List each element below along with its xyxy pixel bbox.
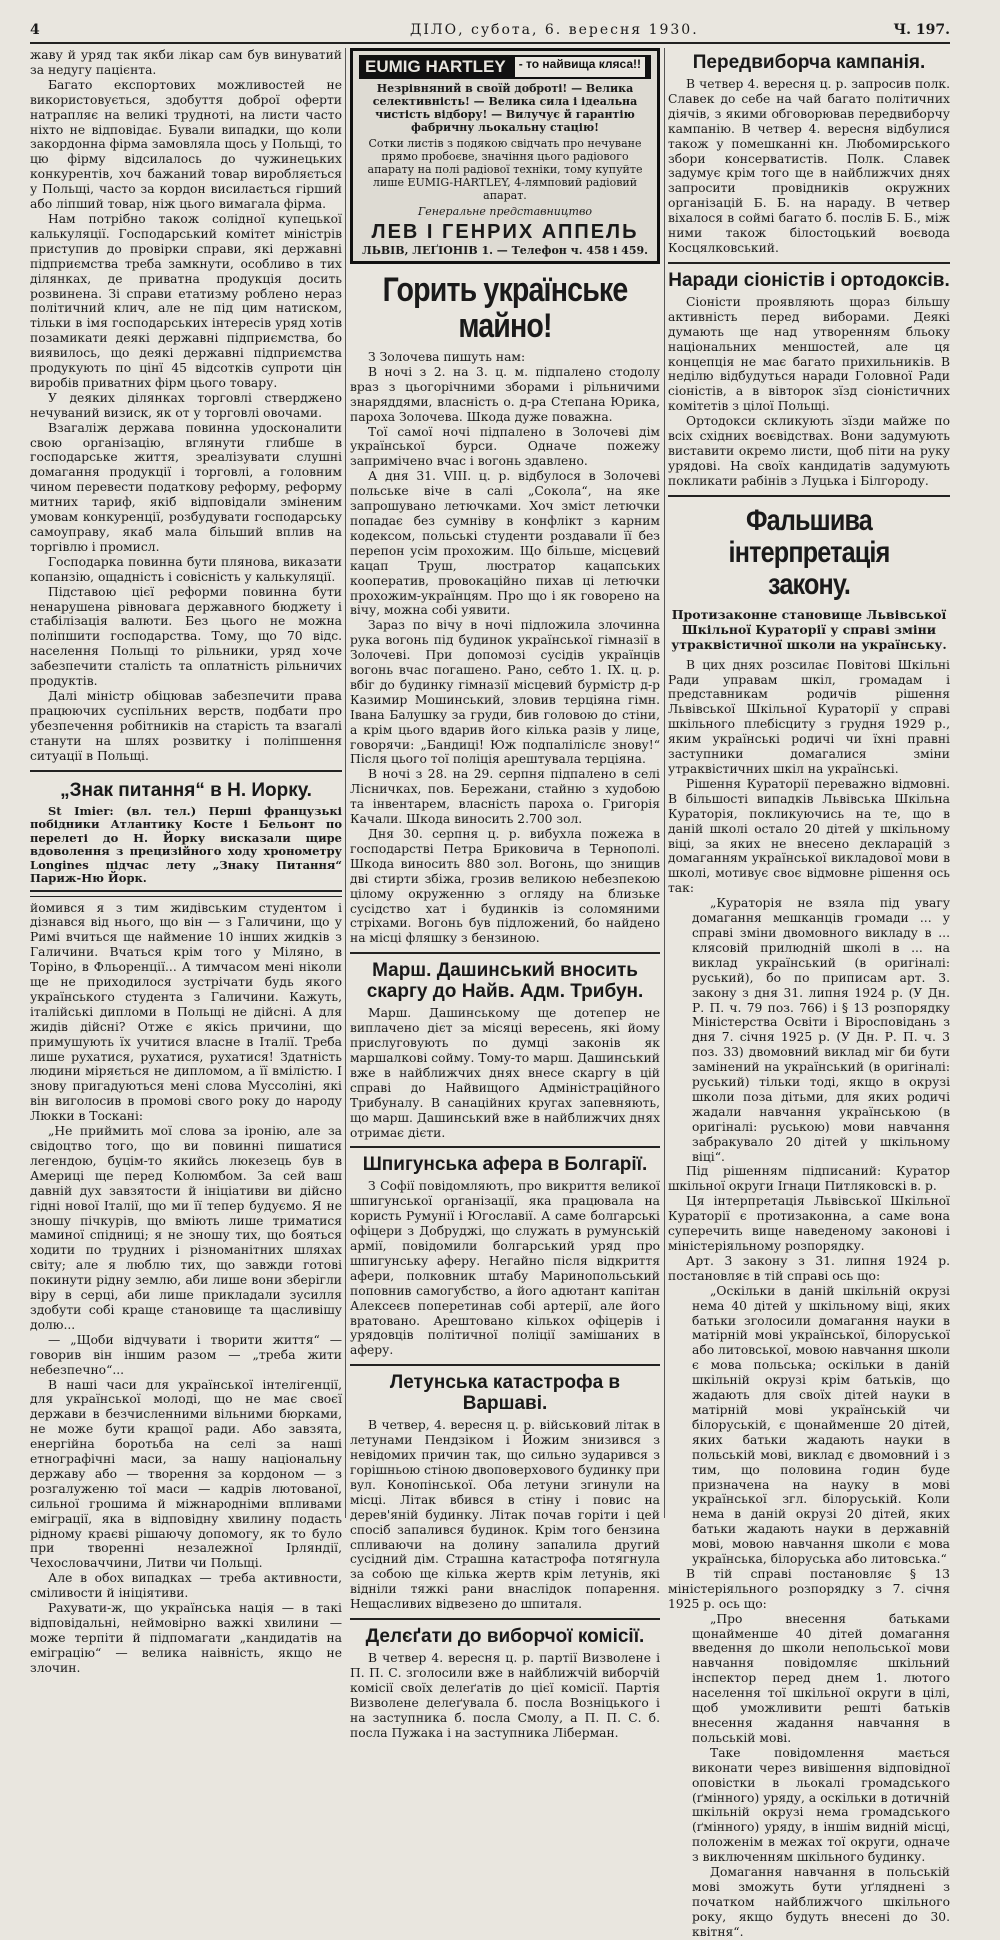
column-left [30, 48, 342, 1675]
quoted-paragraph: „Кураторія не взяла під увагу домагання мешканців громади ... у справі зміни двомовного викладу в ... клясовій прилюдній школі в ... на виклад український (в оригіналі: руський), бо по приписам арт. 3. закону з дня 31. липня 1924 р. (У Дн. Р. П. ч. 79 поз. 766) і § 13 розпорядку Міністерства Освіти і Віросповідань з дня 7. січня 1925 р. (У Дн. Р. П. ч. 3 поз. 33) двомовний виклад міг би бути замінений на український (в оригіналі: руський) тільки тоді, якщо в окрузі школи поза дітьми, для яких родичі жадали навчання українською (в оригіналі: руською) мови навчання забракувало 20 дітей у шкільному віці“. [692, 896, 950, 1164]
article-headline: Горить українське майно! [382, 271, 628, 345]
ad-tag: - то найвища кляса!! [515, 57, 645, 77]
divider [350, 952, 660, 954]
paragraph: Дня 30. серпня ц. р. вибухла пожежа в господарстві Петра Бриковича в Тернополі. Шкода виносить 880 зол. Вогонь, що знищив дві стирти збіжа, грозив великою небезпекою цілому окруженню з огляду на близьке сусідство хат і будинків із соломяними стріхами. Вогонь був підложений, бо найдено на місці фляшку з бензиною. [350, 827, 660, 946]
divider [30, 896, 342, 897]
paragraph: В ночі з 2. на 3. ц. м. підпалено стодолу враз з цьогорічними зборами і рільничими знаряддями, власність о. д-ра Степана Юрика, пароха Золочева. Шкода дуже поважна. [350, 364, 660, 424]
divider [668, 495, 950, 497]
paragraph: Але в обох випадках — треба активности, сміливости й ініціятиви. [30, 1571, 342, 1601]
paragraph: Під рішенням підписаний: Куратор шкільної округи Ігнаци Питляковскі в. р. [668, 1164, 950, 1194]
column-middle [350, 48, 660, 1740]
longines-notice [30, 770, 342, 892]
paragraph: В наші часи для української інтелігенції, для української молоді, що не має своєї держави в безчисленними вільними бюрками, не може бути кращої ради. Або завзята, енергійна боротьба на селі за наші етнографічні маси, за нашу національну державу або — творення за кордоном — з розгалуженю тої маси — кадрів лютованої, сильної грошима й міжнародніми впливами еміграції, яка в відповідну хвилину подасть рідному краєві рішаючу допомогу, як то було при творенні незалежної Ірляндії, Чехословаччини, Литви чи Польщі. [30, 1377, 342, 1571]
paragraph: А дня 31. VIII. ц. р. відбулося в Золочеві польське віче в салі „Сокола“, на яке запрошувано летючками. Хоч зміст летючки попадає без сумніву в конфлікт з карним кодексом, польські студенти роздавали її без перепон усім прохожим. Що більше, місцевий кацап Труш, люстратор кацапських кооператив, провокаційно пихав ці летючки прохожим-українцям. Про що і як говорено на вічу, можна собі уявити. [350, 469, 660, 618]
paragraph: Зараз по вічу в ночі підложила злочинна рука вогонь під будинок української гімназії в Золочеві. При допомозі сусідів українців вогонь вчас погашено. Рано, себто 1. IX. ц. р. вбіг до будинку гімназії місцевий бурмістр д-р Казимир Мошинський, зловив терціяна гімн. Івана Балушку за груди, бив головою до стіни, а крім цього вдарив його кілька разів у лице, говорячи: „Бандиці! Юж подпаліліслє знову!“ Після цього тої поліція арештувала терціяна. [350, 618, 660, 767]
quoted-paragraph: Таке повідомлення мається виконати через вивішення відповідної оповістки в льокалі громадського (ґмінного) уряду, а оскільки в дотичній шкільній окрузі нема громадського (ґмінного) уряду, в іншім видній місці, положенім в межах тої округи, одначе з виключенням шкільного будинку. [692, 1745, 950, 1865]
quoted-paragraph: Домагання навчання в польській мові зможуть бути уґлядненi з початком найближчого шкільного року, якщо будуть внесені до 30. квітня“. [692, 1865, 950, 1939]
divider [350, 1364, 660, 1366]
ad-representative: Генеральне представництво [417, 205, 592, 218]
article-headline: „Знак питання“ в Н. Иорку. [60, 779, 312, 801]
divider [668, 262, 950, 264]
ad-company-name: ЛЕВ І ГЕНРИХ АППЕЛЬ [371, 221, 639, 243]
ad-banner [359, 55, 651, 79]
article-headline: Летунська катастрофа в Варшаві. [389, 1372, 621, 1415]
paragraph: Марш. Дашинському ще дотепер не виплачено дієт за місяці вересень, які йому прислуговують по думці законів як маршалкові сойму. Тому-то марш. Дашинський вже в найближчих днях внесе скаргу в цій справі до Найвищого Адміністраційного Трибуналу. В санаційних кругах запевняють, що марш. Дашинський вже в найближчих днях отримає дієти. [350, 1006, 660, 1140]
paragraph: У деяких ділянках торговлі стверджено нечуваний визиск, як от у торговлі овочами. [30, 390, 342, 420]
issue-number: Ч. 197. [893, 22, 950, 38]
article-headline: Марш. Дашинський вносить скаргу до Найв. Адм. Трибун. [366, 960, 644, 1003]
article-headline: Фальшива інтерпретація закону. [728, 503, 890, 601]
ad-text: Незрівняний в своїй доброті! — Велика селективність! — Велика сила і ідеальна чистість відбору! — Вилучує й гарантію фабричну льокальну стацію! [372, 82, 638, 134]
divider [350, 1618, 660, 1620]
article-headline: Наради сіоністів і ортодоксів. [668, 269, 950, 291]
paragraph: З Золочева пишуть нам: [368, 350, 526, 364]
paragraph: Ця інтерпретація Львівської Шкільної Кураторії є протизаконна, а саме вона суперечить вище наведеному законові і міністеріяльному розпорядку. [668, 1194, 950, 1253]
paragraph: В четвер, 4. вересня ц. р. військовий літак в летунами Пендзіком і Йожим знизився з невідомих причин так, що сильно зударився з горішньою стіною двоповерхового будинку при вул. Конопінської. Оба летуни згинули на місці. Літак вбився в стіну і повис на дерев'яній будинку. Літак почав горіти і цей спосіб запалився будинок. Крім того бензина спливаючи на долину запалила другий сусідний дім. Страшна катастрофа потягнула за собою ще кілька жертв крім летунів, які відніли тяжкі рани внаслідок попарення. Нещасливих відвезено до шпиталя. [350, 1418, 660, 1612]
column-rule [345, 48, 346, 1518]
paragraph: В цих днях розсилає Повітові Шкільні Ради управам шкіл, громадам і представникам родичів рішення Львівської Шкільної Кураторії у справі шкільного плебісциту з грудня 1929 р., яким українські родичі чи їхні правні заступники домагалися зміни утраквістичних шкіл на українські. [668, 657, 950, 776]
paragraph: St Imier: (вл. тел.) Перші французькі побідники Атлантику Косте і Бельонт по перелеті до Н. Йорку висказали щире вдоволення з прецизійного ходу хронометру Longines підчас лету „Знаку Питання“ Париж-Ню Йорк. [30, 803, 342, 885]
paragraph: Господарка повинна бути плянова, виказати копанзію, ощадність і совісність у калькуляції. [30, 554, 342, 584]
paragraph: „Не приймить мої слова за іронію, але за свідоцтво того, що ви повинні пишатися легендою, буцім-то якийсь люкезець був в Америці ще перед Колюмбом. За сей ваш давній дух завзятости й ініціативи ви дійсно гідні нової Італії, що ми її тепер будуємо. Я не зношу пічкурів, що вміють лише триматися маминої спідниці; я не знoшу тих, що бояться ходити по трудних і різноманітних шляхах світу; але я люблю тих, що завжди готові покинути рідну землю, аби лише вони зберігли віру в серці, аби лише прикладали зусилля здобути собі краще становище та щасливішу долю... [30, 1124, 342, 1332]
paragraph: жаву й уряд так якби лікар сам був винуватий за недугу пацієнта. [30, 48, 342, 77]
paragraph: Багато експортових можливостей не використовується, здобуття доброї оферти натрапляє на великі трудноті, на листи часто ніхто не відповідає. Бували випадки, що коли закордонна фірма замовляла щось у Польщі, то цю фірму відсилалось до чужинецьких конкурентів, хоч бажаний товар виробляється у Польщі, часто за кордон висилається гірший або ліпший товар, ніж цього вимагала фірма. [30, 77, 342, 212]
paragraph: В четвер 4. вересня ц. р. запросив полк. Славек до себе на чай багато політичних діячів, з якими обговорював передвиборчу кампанію. В четвер 4. вересня відбулися також у помешканні кн. Любомирського збори консерватистів. Полк. Славек задумує крім того ще в найближчих днях запросити провідників окружних організацій Б. Б. на нараду. В четвер віхалося в соймі багато б. послів Б. Б., між ними також білостоцький воєвода Косцялковський. [668, 77, 950, 255]
ad-address: ЛЬВІВ, ЛЕҐІОНІВ 1. — Телефон ч. 458 і 459. [362, 244, 648, 257]
page-number: 4 [30, 22, 40, 38]
paragraph: В четвер 4. вересня ц. р. партії Визволене і П. П. С. зголосили вже в найближчій виборчій комісії своїх делеґатів до цієї комісії. Партія Визволене делеґувала б. посла Возніцького і на заступника б. посла Смолу, а П. П. С. б. посла Пужака і на заступника Ліберман. [350, 1651, 660, 1740]
paragraph: Рішення Кураторії переважно відмовні. В більшості випадків Львівська Шкільна Кураторія, покликуючись на те, що в даній школі остало 20 дітей у шкільному віці, за яких не внесено декларацій з домаганням української викладової мови в школі, мотивує своє відмовне рішення ось так: [668, 776, 950, 896]
paragraph: В ночі з 28. на 29. серпня підпалено в селі Лісничках, пов. Бережани, стайню з худобою та інвентарем, власність пароха о. Григорія Качали. Шкода виносить 2.700 зол. [350, 767, 660, 827]
paragraph: З Софії повідомляють, про викриття великої шпигунської організації, яка працювала на користь Румунії і Югославії. А саме болгарські офіцери з Добруджі, що служать в румунській армії, повідомили болгарський уряд про шпигунську аферу. Негайно після відкриття афери, полковник штабу Маринопольський поповнив самогубство, а його адютант капітан Алексеєв поперетинав собі артерії, але його вратовано. Арештовано кількох офіцерів і урядовців політичної поліції замішаних в аферу. [350, 1179, 660, 1358]
masthead-date: ДІЛО, субота, 6. вересня 1930. [410, 22, 699, 38]
paragraph: Сіоністи проявляють щораз більшу активність перед виборами. Деякі думають ще над утворенням бльоку національних меншостей, але ця концепція не має багато прихильників. В неділю відбудуться наради Головної Ради сіоністів, а в вівторок зїзд сіоністичних комітетів з цілої Польщі. [668, 294, 950, 414]
paragraph: Тої самої ночі підпалено в Золочеві дім української бурси. Одначе пожежу заприміченo вчас і вогонь здавлено. [350, 424, 660, 469]
article-headline: Шпигунська афера в Болгарії. [362, 1154, 648, 1176]
column-right [668, 48, 951, 1939]
article-headline: Передвиборча кампанія. [692, 52, 926, 73]
divider [350, 1146, 660, 1148]
ad-brand: EUMIG HARTLEY [365, 57, 506, 76]
paragraph: Взагаліж держава повинна удосконалити свою організацію, вглянути глибше в господарське життя, зреалізувати слушні домагання продукції і торговлі, а головним чином перевести податкову реформу, реформу митних тариф, якіб відповідали зміненим умовам конкуренції, розбудувати господарську самоуправу, якаб мала більший вплив на торгівлю і промисл. [30, 420, 342, 554]
quoted-paragraph: „Оскільки в даній шкільній окрузі нема 40 дітей у шкільному віці, яких батьки зголосили домагання науки в матірній мові української, білоруської або литовської, мовою навчання школи є мова польська; оскільки в даній шкільній окрузі крім батьків, що жадають для своїх дітей науки в матірній мові українській чи білоруській, є щонайменше 20 дітей, яких батьки жадають науки в польській мові, виклад є двомовний і з тим, що половина годин буде призначена на науку в мові української згл. білоруській. Коли нема в даній окрузі 20 дітей, яких батьки жадають науки в державній мові, мовою навчання школи є мова українська, білоруська або литовська.“ [692, 1283, 951, 1567]
column-rule [664, 48, 665, 1518]
page-header [30, 20, 950, 44]
quoted-paragraph: „Про внесення батьками щонайменше 40 дітей домагання введення до школи непольської мови навчання повідомляє шкільний інспектор перед днем 1. лютого населення тої шкільної округи в цілі, щоб уможливити решті батьків внесення жадання навчання в польській мові. [692, 1611, 950, 1745]
article-subheadline: Протизаконне становище Львівської Шкільної Кураторії у справі зміни утраквістичної школи на українську. [671, 606, 947, 652]
paragraph: В тій справі постановляє § 13 міністеріяльного розпорядку з 7. січня 1925 р. ось що: [668, 1566, 950, 1611]
paragraph: Нам потрібно також солідної купецької калькуляції. Господарський комітет міністрів приступив до провірки справи, які державні підприємства треба замкнути, особливо в тих ділянках, де приватна продукція досить розвинена. Зі справи етатизму роблено нераз політичний клич, але не під цим натиском, тільки в імя господарських інтересів уряд хотів позамикати деякі державні підприємства, бо виявилось, що деякі державні підприємства продукують по цінї 45 відсотків супроти цін виробів приватних фірм цього товару. [30, 211, 342, 390]
paragraph: — „Щоби відчувати і творити життя“ — говорив він іншим разом — „треба жити небезпечно“... [30, 1332, 342, 1377]
article-headline: Делєґати до виборчої комісії. [365, 1626, 645, 1648]
radio-advertisement [350, 48, 660, 264]
paragraph: Рахувати-ж, що українська нація — в такі відповідальні, неймовірно важкі хвилини — може терпіти й підпомагати „кандидатів на еміграцію“ — велика наівність, якщо не злочин. [30, 1601, 342, 1675]
paragraph: Ортодокси скликують зїзди майже по всіх східних воєвідствах. Вони задумують виставити окремо листи, щоб піти на руку урядові. На своїх кандидатів задумують покликати рабінів з Луцька і Білгороду. [668, 414, 950, 488]
paragraph: Арт. 3 закону з 31. липня 1924 р. постановляє в тій справі ось що: [668, 1253, 950, 1283]
paragraph: Далі міністр обіцював забезпечити права працюючих суспільних верств, подбати про убезпечення робітників на старість та взагалі станути на шлях розвитку і поліпшення ситуації в Польщі. [30, 688, 342, 763]
paragraph: йомився я з тим жидівським студентом і дізнався від нього, що він — з Галичини, що у Римі вчиться ще наймение 10 інших жидків з Галичини. Вчаться крім того у Міляно, в Торіно, в Фльоренції... А тимчасом мені ніколи ще не приходилося зустрічати будь якого українського студента з Галичини. Кажуть, італійські дипломи в Польщі не дійсні. А для жидів дійсні? Отже є якісь причини, що примушують їх учитися власне в Італії. Треба лише рухатися, рухатися, рухатися! Здатність людини міряється не дипломом, а її вмілістю. І знову пригадуються мені слова Муссоліні, які він виголосив в промові свого року до народу Люкки в Тоскані: [30, 900, 342, 1124]
ad-text: Сотки листів з подякою свідчать про нечуване прямо пробоєве, значіння цього радіового апарату на полі радіової техніки, тому купуйте лише EUMIG-HARTLEY, 4-лямповий радіовий апарат. [367, 137, 643, 202]
paragraph: Підставою цієї реформи повинна бути ненарушена рівновага державного бюджету і стабілізація валюти. Без цього не можна поліпшити господарства. Тому, що 70 відс. населення Польщі то рільники, уряд хоче забезпечити сталість та оплатність рільничих продуктів. [30, 584, 342, 689]
